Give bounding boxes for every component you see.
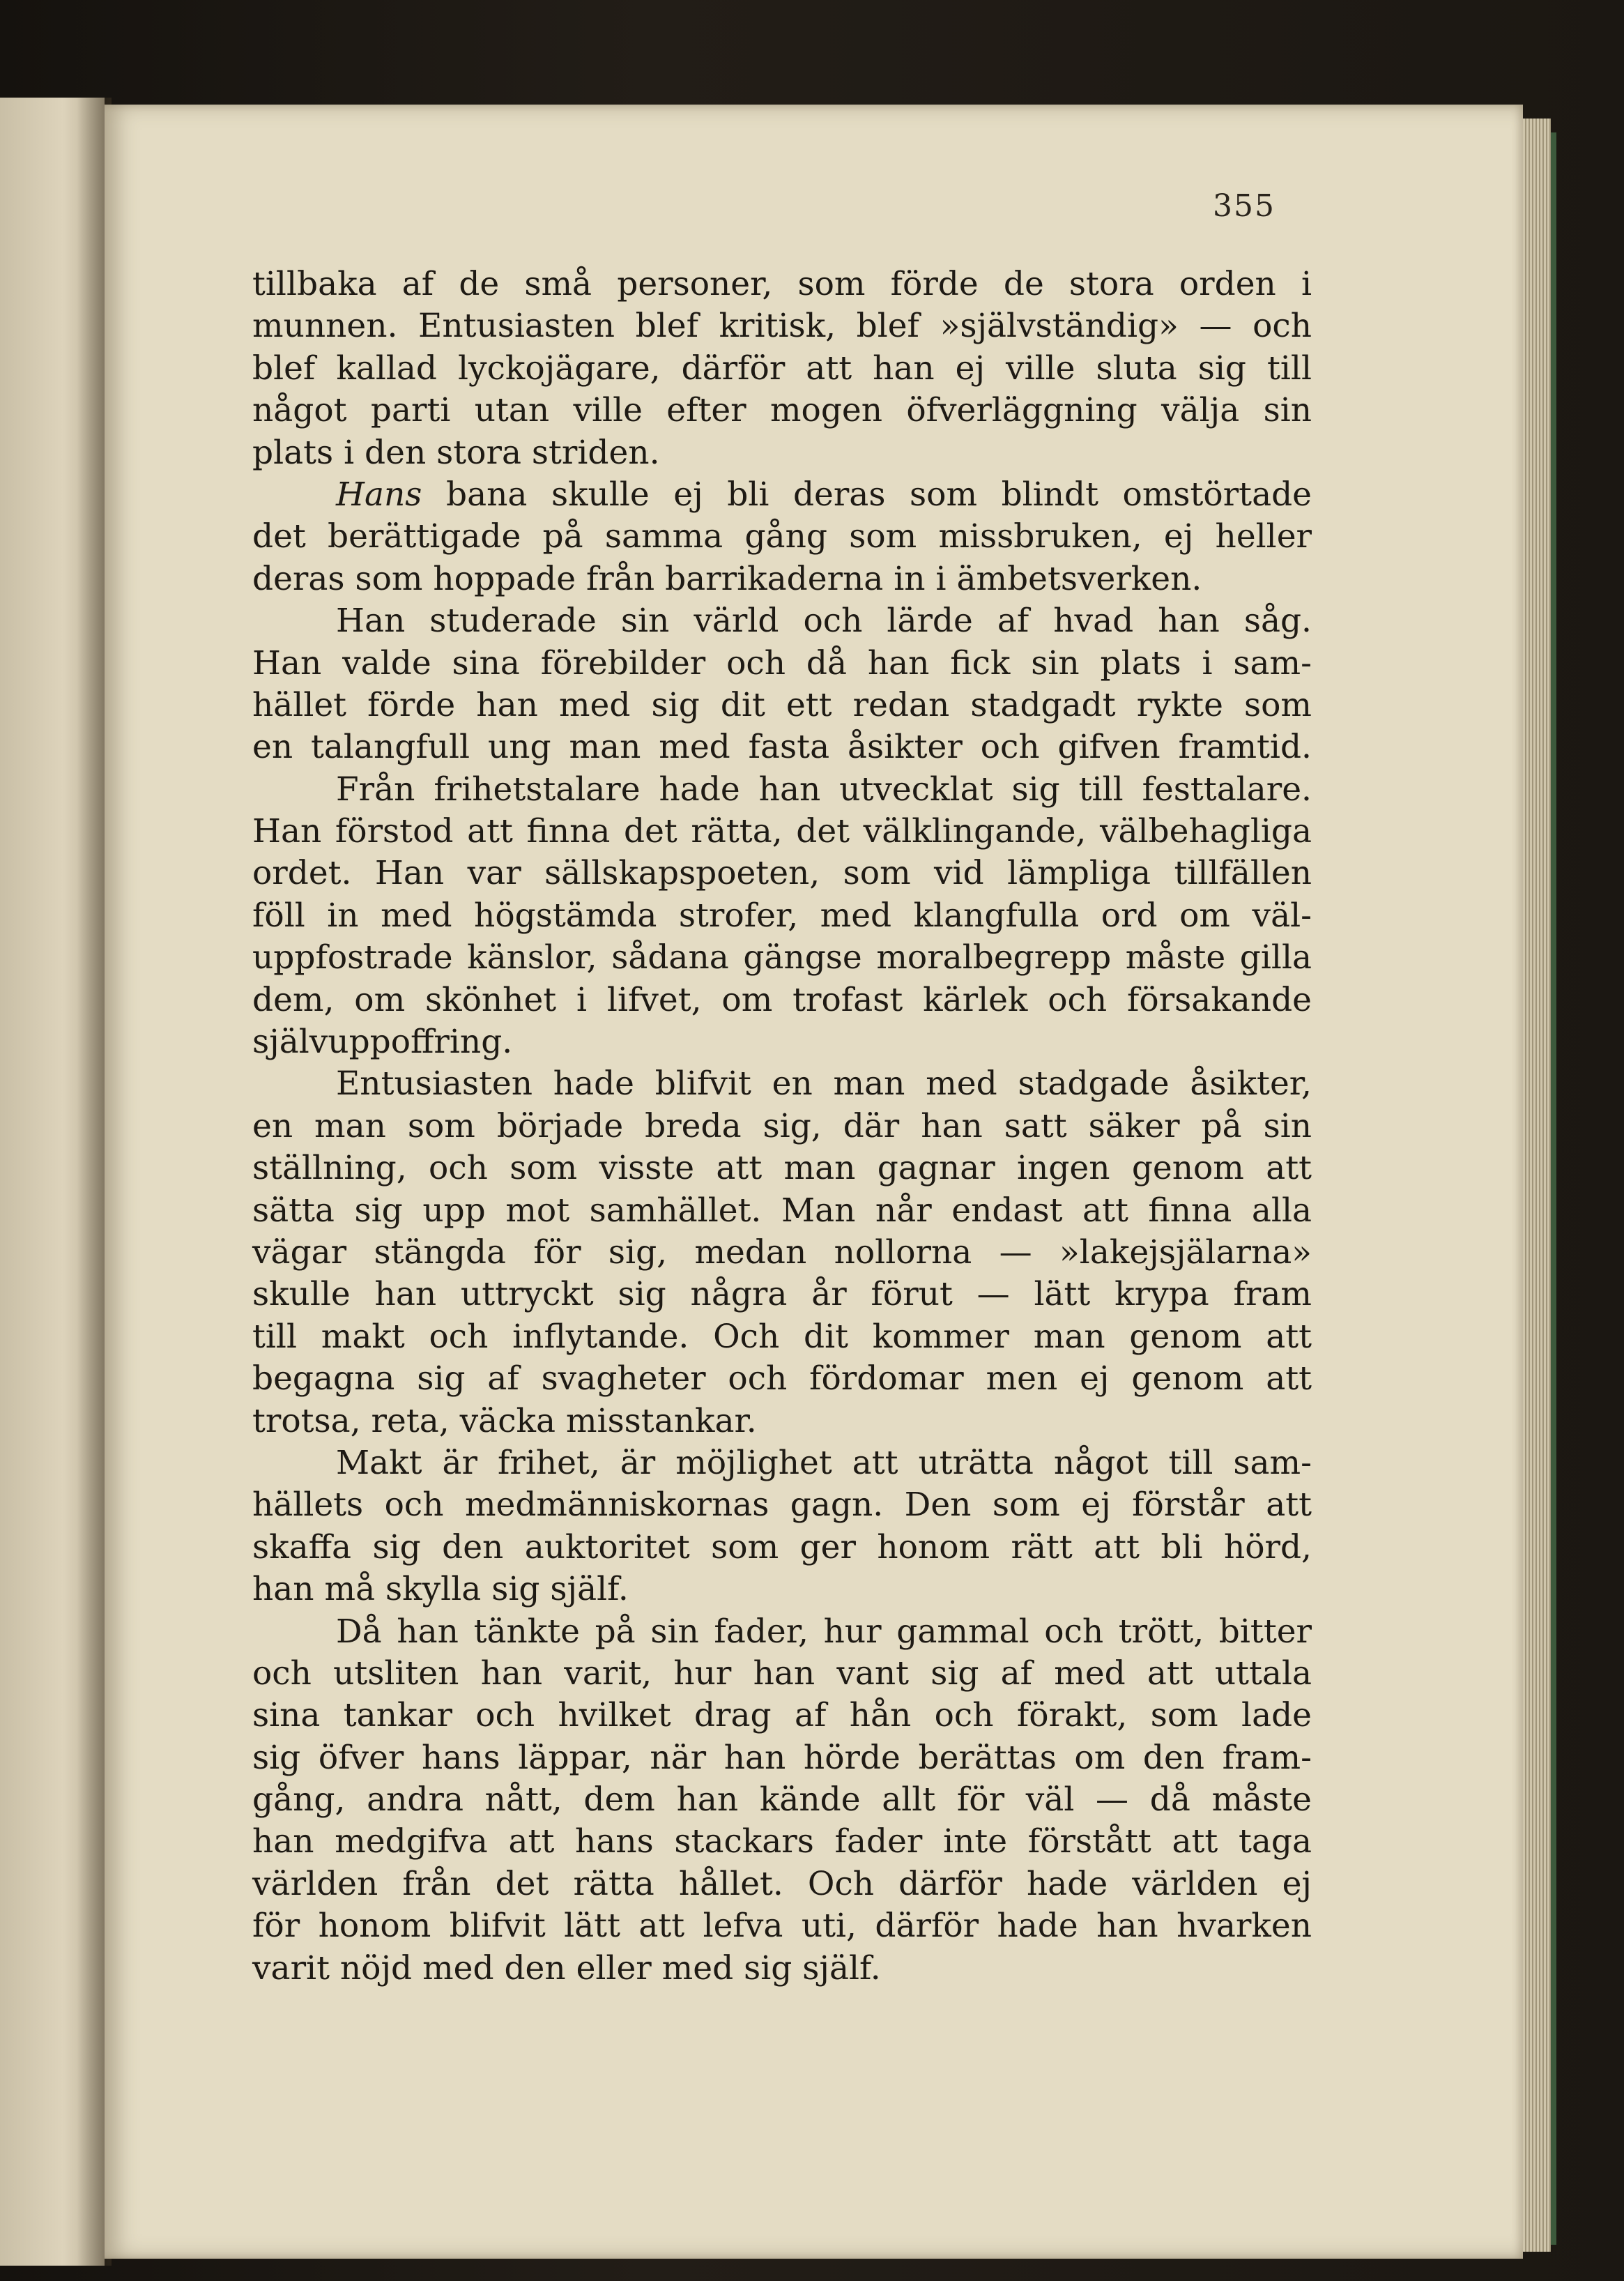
text-line: en talangfull ung man med fasta åsikter och gifven framtid.: [252, 728, 1312, 767]
text-line: en man som började breda sig, där han satt säker på sin: [252, 1106, 1312, 1145]
text-line: Han studerade sin värld och lärde af hvad han såg.: [336, 602, 1312, 641]
text-line: han medgifva att hans stackars fader inte förstått att taga: [252, 1822, 1312, 1861]
text-line: hällets och medmänniskornas gagn. Den som ej förstår att: [252, 1486, 1312, 1525]
text-line: dem, om skönhet i lifvet, om trofast kärlek och försakande: [252, 980, 1312, 1019]
text-line: det berättigade på samma gång som missbruken, ej heller: [252, 517, 1312, 556]
text-line: deras som hoppade från barrikaderna in i ämbetsverken.: [252, 559, 1202, 598]
text-line: sig öfver hans läppar, när han hörde berättas om den fram-: [252, 1738, 1312, 1777]
body-text: [252, 264, 1312, 1990]
text-line: något parti utan ville efter mogen öfverläggning välja sin: [252, 391, 1312, 430]
text-line: plats i den stora striden.: [252, 433, 660, 472]
text-line: föll in med högstämda strofer, med klangfulla ord om väl-: [252, 896, 1312, 935]
text-line: ställning, och som visste att man gagnar ingen genom att: [252, 1149, 1312, 1188]
text-line: världen från det rätta hållet. Och därför hade världen ej: [252, 1864, 1312, 1903]
text-line: självuppoffring.: [252, 1023, 513, 1062]
text-line: gång, andra nått, dem han kände allt för väl — då måste: [252, 1780, 1312, 1820]
text-line: skaffa sig den auktoritet som ger honom rätt att bli hörd,: [252, 1527, 1312, 1566]
text-line: för honom blifvit lätt att lefva uti, därför hade han hvarken: [252, 1907, 1312, 1946]
text-line: Han förstod att finna det rätta, det välklingande, välbehagliga: [252, 812, 1312, 851]
text-line: trotsa, reta, väcka misstankar.: [252, 1401, 757, 1440]
text-line: hället förde han med sig dit ett redan stadgadt rykte som: [252, 685, 1312, 724]
text-line: Från frihetstalare hade han utvecklat sig till festtalare.: [336, 770, 1312, 809]
text-line: blef kallad lyckojägare, därför att han ej ville sluta sig till: [252, 349, 1312, 388]
text-line: till makt och inflytande. Och dit kommer man genom att: [252, 1317, 1312, 1356]
text-line: och utsliten han varit, hur han vant sig af med att uttala: [252, 1654, 1312, 1693]
text-line: Entusiasten hade blifvit en man med stadgade åsikter,: [336, 1065, 1312, 1104]
text-line: begagna sig af svagheter och fördomar men ej genom att: [252, 1359, 1312, 1398]
text-line: ordet. Han var sällskapspoeten, som vid lämpliga tillfällen: [252, 854, 1312, 893]
text-line: sina tankar och hvilket drag af hån och förakt, som lade: [252, 1696, 1312, 1735]
text-line: munnen. Entusiasten blef kritisk, blef »självständig» — och: [252, 307, 1312, 346]
text-line: Då han tänkte på sin fader, hur gammal och trött, bitter: [336, 1612, 1312, 1651]
text-line: Han valde sina förebilder och då han fick sin plats i sam-: [252, 643, 1312, 682]
text-line: tillbaka af de små personer, som förde de stora orden i: [252, 265, 1312, 303]
page-edge-stack: [1523, 119, 1551, 2252]
text-line: varit nöjd med den eller med sig själf.: [252, 1948, 881, 1988]
text-line: Hans bana skulle ej bli deras som blindt omstörtade: [336, 475, 1312, 514]
page-number: 355: [1213, 188, 1276, 224]
text-line: vägar stängda för sig, medan nollorna — »lakejsjälarna»: [252, 1233, 1312, 1272]
text-line: skulle han uttryckt sig några år förut — lätt krypa fram: [252, 1275, 1312, 1314]
text-line: sätta sig upp mot samhället. Man når endast att finna alla: [252, 1191, 1312, 1230]
text-line: Makt är frihet, är möjlighet att uträtta något till sam-: [336, 1443, 1312, 1482]
text-line: uppfostrade känslor, sådana gängse moralbegrepp måste gilla: [252, 938, 1312, 977]
book-cover-edge: [1551, 132, 1556, 2245]
text-line: han må skylla sig själf.: [252, 1570, 629, 1609]
